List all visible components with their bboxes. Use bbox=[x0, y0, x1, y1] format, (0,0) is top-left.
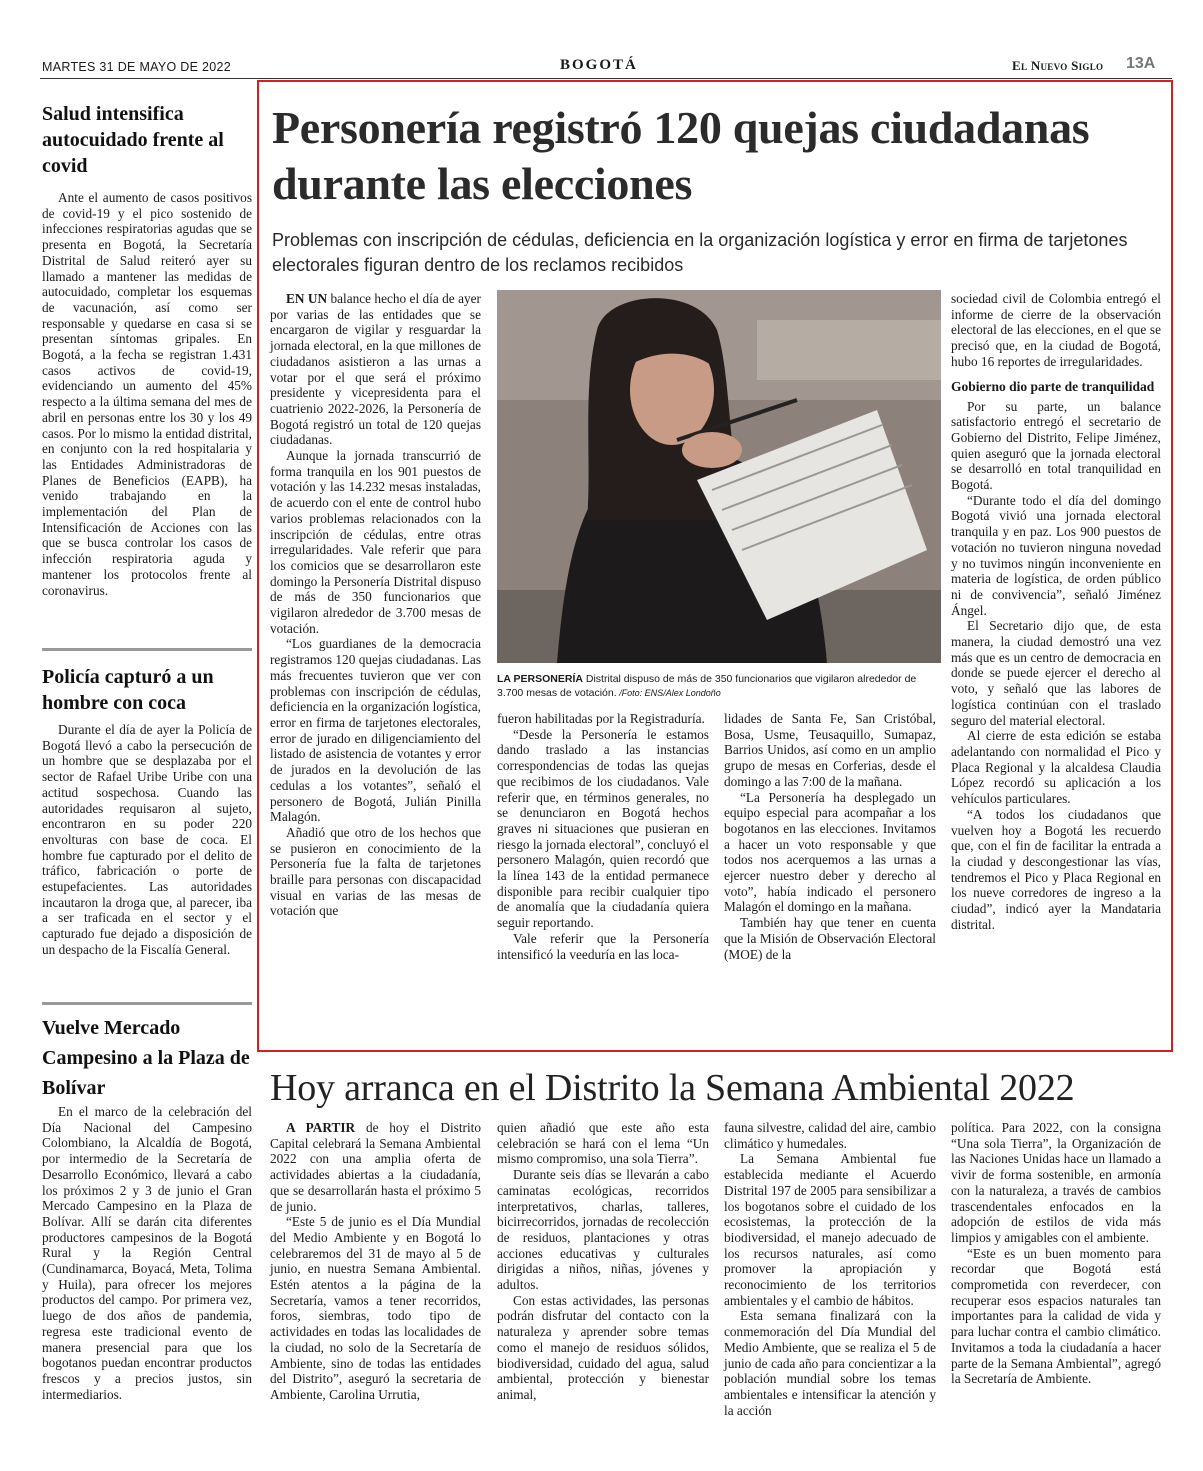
photo-credit: /Foto: ENS/Alex Londoño bbox=[616, 688, 721, 698]
main-deck: Problemas con inscripción de cédulas, deficiencia en la organización logística y error en firma de tarjetones electorales figuran dentro de los reclamos recibidos bbox=[272, 230, 1128, 275]
paragraph: La Semana Ambiental fue establecida mediante el Acuerdo Distrital 197 de 2005 para sensibilizar a los bogotanos sobre el cuidado de los ecosistemas, la protección de la biodiversidad, el manejo adecuado de los recursos naturales, así como promover la apropiación y reconocimiento de los territorios ambientales y el cambio de hábitos. bbox=[724, 1151, 936, 1308]
paragraph: También hay que tener en cuenta que la Misión de Observación Electoral (MOE) de la bbox=[724, 915, 936, 962]
paragraph: balance hecho el día de ayer por varias de las entidades que se encargaron de vigilar y resguardar la jornada electoral, en la que millones de ciudadanos asistieron a las urnas a votar por el que será el próximo presidente y vicepresidenta para el cuatrienio 2022-2026, la Personería de Bogotá registró un total de 120 quejas ciudadanas. bbox=[270, 291, 481, 448]
sidebar-separator bbox=[42, 1002, 252, 1005]
paragraph: Aunque la jornada transcurrió de forma tranquila en los 901 puestos de votación y las 14.232 mesas instaladas, de acuerdo con el ente de control hubo varios problemas relacionados con la inscripción de cédulas, entre otras irregularidades. Vale referir que para los comicios que se desarrollaron este domingo la Personería Distrital dispuso de más de 350 funcionarios que vigilaron alrededor de 3.700 mesas de votación. bbox=[270, 448, 481, 636]
second-column-2 bbox=[497, 1120, 709, 1403]
sidebar-story3-paragraph: En el marco de la celebración del Día Nacional del Campesino Colombiano, la Alcaldía de Bogotá, por intermedio de la Secretaría de Desarrollo Económico, llevará a cabo los próximos 2 y 3 de junio el Gran Mercado Campesino en la Plaza de Bolívar. Allí se darán cita diferentes productores campesinos de la Bogotá Rural y la Región Central (Cundinamarca, Boyacá, Meta, Tolima y Huila), para ofrecer los mejores productos del campo. Por primera vez, luego de dos años de pandemia, regresa este tradicional evento de manera presencial para que los bogotanos puedan encontrar productos frescos y a precios justos, sin intermediarios. bbox=[42, 1104, 252, 1402]
sidebar-story3-body bbox=[42, 1104, 252, 1402]
paragraph: “La Personería ha desplegado un equipo especial para acompañar a los bogotanos en las elecciones. Invitamos a hacer un voto responsable y que todos nos acerquemos a las urnas a ejercer nuestro deber y derecho al voto”, había indicado el personero Malagón el domingo en la mañana. bbox=[724, 789, 936, 915]
sidebar-story2-paragraph: Durante el día de ayer la Policía de Bogotá llevó a cabo la persecución de un hombre que se desplazaba por el sector de Rafael Uribe Uribe con una actitud sospechosa. Cuando las autoridades requisaron al sujeto, encontraron en su poder 220 envolturas con base de coca. El hombre fue capturado por el delito de tráfico, fabricación o porte de estupefacientes. Las autoridades incautaron la droga que, al parecer, iba a ser traficada en el sector y el capturado fue dejado a disposición de un despacho de la Fiscalía General. bbox=[42, 722, 252, 957]
lead-in: EN UN bbox=[286, 291, 328, 306]
sidebar-story1-title: Salud intensifica autocuidado frente al covid bbox=[42, 103, 224, 177]
header-rule bbox=[40, 78, 1172, 79]
main-column-3 bbox=[724, 711, 936, 962]
newspaper-name: El Nuevo Siglo bbox=[1012, 58, 1104, 73]
news-photo bbox=[497, 290, 941, 663]
lead-in: A PARTIR bbox=[286, 1120, 356, 1135]
paragraph: fauna silvestre, calidad del aire, cambio climático y humedales. bbox=[724, 1120, 936, 1151]
paragraph: “A todos los ciudadanos que vuelven hoy a Bogotá les recuerdo que, con el fin de facilitar la entrada a la ciudad y descongestionar las vías, tendremos el Pico y Placa Regional en los nueve corredores de ingreso a la ciudad”, indicó ayer la Mandataria distrital. bbox=[951, 806, 1161, 932]
paragraph: lidades de Santa Fe, San Cristóbal, Bosa, Usme, Teusaquillo, Sumapaz, Barrios Unidos, así como en un amplio grupo de mesas en Corferias, desde el domingo a las 7:00 de la mañana. bbox=[724, 711, 936, 789]
paragraph: “Los guardianes de la democracia registramos 120 quejas ciudadanas. Las más frecuentes tuvieron que ver con problemas con inscripción de cédulas, deficiencia en la organización logística, error en firma de tarjetones electorales, error de jurado en diligenciamiento del listado de asistencia de votantes y error de jurados en la devolución de las cedulas a los votantes”, señaló el personero de Bogotá, Julián Pinilla Malagón. bbox=[270, 636, 481, 825]
sidebar-story3-title: Vuelve Mercado Campesino a la Plaza de Bolívar bbox=[42, 1017, 250, 1099]
second-headline: Hoy arranca en el Distrito la Semana Ambiental 2022 bbox=[270, 1067, 1075, 1109]
paragraph: “Desde la Personería le estamos dando traslado a las instancias correspondencias de todas las quejas que recibimos de los ciudadanos. Vale referir que, en términos generales, no se denunciaron en Bogotá hechos graves ni situaciones que pusieran en riesgo la jornada electoral”, concluyó el personero Malagón, quien recordó que la línea 143 de la entidad permanece disponible para recibir cualquier tipo de anomalía que la ciudadanía quiera seguir reportando. bbox=[497, 726, 709, 931]
paragraph: Por su parte, un balance satisfactorio entregó el secretario de Gobierno del Distrito, Felipe Jiménez, quien aseguró que la jornada electoral se desarrolló en total tranquilidad en Bogotá. bbox=[951, 398, 1161, 493]
paragraph: “Durante todo el día del domingo Bogotá vivió una jornada electoral tranquila y en paz. Los 900 puestos de votación no tuvieron ninguna novedad y no tuvimos ningún inconveniente en materia de logística, de orden público ni de convivencia”, señaló Jiménez Ángel. bbox=[951, 492, 1161, 618]
subheading: Gobierno dio parte de tranquilidad bbox=[951, 378, 1155, 394]
photo-caption bbox=[497, 672, 941, 700]
sidebar-separator bbox=[42, 648, 252, 651]
paragraph: Al cierre de esta edición se estaba adelantando con normalidad el Pico y Placa Regional y la alcaldesa Claudia López recordó su aplicación a los vehículos particulares. bbox=[951, 728, 1161, 807]
caption-lead: LA PERSONERÍA bbox=[497, 673, 583, 685]
sidebar-story2-title: Policía capturó a un hombre con coca bbox=[42, 666, 214, 714]
paragraph: Durante seis días se llevarán a cabo caminatas ecológicas, recorridos interpretativos, charlas, talleres, bicirrecorridos, jornadas de recolección de residuos, plantaciones y otras acciones educativas y culturales dirigidas a niños, niñas, jóvenes y adultos. bbox=[497, 1167, 709, 1293]
paragraph: fueron habilitadas por la Registraduría. bbox=[497, 711, 705, 726]
sidebar-story2-body bbox=[42, 722, 252, 958]
paragraph: política. Para 2022, con la consigna “Una sola Tierra”, la Organización de las Naciones Unidas hace un llamado a vivir de forma sostenible, en armonía con la naturaleza, a través de cambios trascendentales enfocados en la adopción de estilos de vida más limpios y amigables con el ambiente. bbox=[951, 1120, 1161, 1245]
paragraph: “Este es un buen momento para recordar que Bogotá está comprometida con reverdecer, con recuperar esos espacios naturales tan importantes para la calidad de vida y para luchar contra el cambio climático. Invitamos a toda la ciudadanía a hacer parte de la Semana Ambiental”, agregó la Secretaría de Ambiente. bbox=[951, 1245, 1161, 1387]
main-column-4 bbox=[951, 291, 1161, 932]
paragraph: Vale referir que la Personería intensificó la veeduría en las loca- bbox=[497, 930, 709, 962]
second-column-4 bbox=[951, 1120, 1161, 1387]
page-number: 13A bbox=[1126, 55, 1156, 72]
issue-date: MARTES 31 DE MAYO DE 2022 bbox=[42, 60, 232, 74]
sidebar-story1-body bbox=[42, 190, 252, 598]
woman-reviewing-forms-image bbox=[497, 290, 941, 663]
paragraph: Con estas actividades, las personas podrán disfrutar del contacto con la naturaleza y aprender sobre temas como el manejo de residuos sólidos, biodiversidad, cuidado del agua, salud ambiental, protección y bienestar animal, bbox=[497, 1292, 709, 1402]
paragraph: El Secretario dijo que, de esta manera, la ciudad demostró una vez más que es un centro de democracia en donde se puede ejercer el derecho al voto, y señaló que las labores de logística continúan con el traslado seguro del material electoral. bbox=[951, 618, 1161, 728]
second-column-1 bbox=[270, 1120, 481, 1403]
paragraph: quien añadió que este año esta celebración se hará con el lema “Un mismo compromiso, una sola Tierra”. bbox=[497, 1120, 709, 1167]
second-column-3 bbox=[724, 1120, 936, 1418]
paragraph: sociedad civil de Colombia entregó el informe de cierre de la observación electoral de las elecciones, en el que se precisó que, en la ciudad de Bogotá, hubo 16 reportes de irregularidades. bbox=[951, 291, 1161, 369]
sidebar-story1-paragraph: Ante el aumento de casos positivos de covid-19 y el pico sostenido de infecciones respiratorias agudas que se presenta en Bogotá, la Secretaría Distrital de Salud reiteró ayer su llamado a mantener las medidas de autocuidado, completar los esquemas de vacunación, así como ser responsable y quedarse en casa si se presentan síntomas gripales. En Bogotá, a la fecha se registran 1.431 casos activos de covid-19, evidenciando un aumento del 45% respecto a la última semana del mes de abril en personas entre los 30 y los 49 casos. Por lo mismo la entidad distrital, en conjunto con la red hospitalaria y las Entidades Administradoras de Planes de Beneficios (EAPB), ha venido trabajando en la implementación del Plan de Intensificación de Acciones con las que se busca controlar los casos de infección respiratoria aguda y mantener los protocolos frente al coronavirus. bbox=[42, 190, 252, 598]
paragraph: de hoy el Distrito Capital celebrará la Semana Ambiental 2022 con una amplia oferta de actividades abiertas a la ciudadanía, que se desarrollarán hasta el próximo 5 de junio. bbox=[270, 1120, 481, 1214]
main-column-2 bbox=[497, 711, 709, 962]
caption-text: Distrital dispuso de más de 350 funcionarios que vigilaron alrededor de 3.700 mesas de votación. bbox=[497, 673, 917, 699]
paragraph: “Este 5 de junio es el Día Mundial del Medio Ambiente y en Bogotá lo celebraremos del 31 de mayo al 5 de junio, en nuestra Semana Ambiental. Estén atentos a la página de la Secretaría, vamos a tener recorridos, foros, siembras, todo tipo de actividades en todas las localidades de la ciudad, no solo de la Secretaría de Ambiente, sino de todas las entidades del Distrito”, aseguró la secretaria de Ambiente, Carolina Urrutia, bbox=[270, 1214, 481, 1402]
section-name: BOGOTÁ bbox=[560, 57, 638, 73]
main-column-1 bbox=[270, 291, 481, 919]
main-headline: Personería registró 120 quejas ciudadanas durante las elecciones bbox=[272, 102, 1090, 209]
paragraph: Añadió que otro de los hechos que se pusieron en conocimiento de la Personería fue la falta de tarjetones braille para personas con discapacidad visual en varias de las mesas de votación que bbox=[270, 824, 481, 919]
paragraph: Esta semana finalizará con la conmemoración del Día Mundial del Medio Ambiente, que se realiza el 5 de junio de cada año para concientizar a la población mundial sobre los temas ambientales e intensificar la atención y la acción bbox=[724, 1308, 936, 1418]
